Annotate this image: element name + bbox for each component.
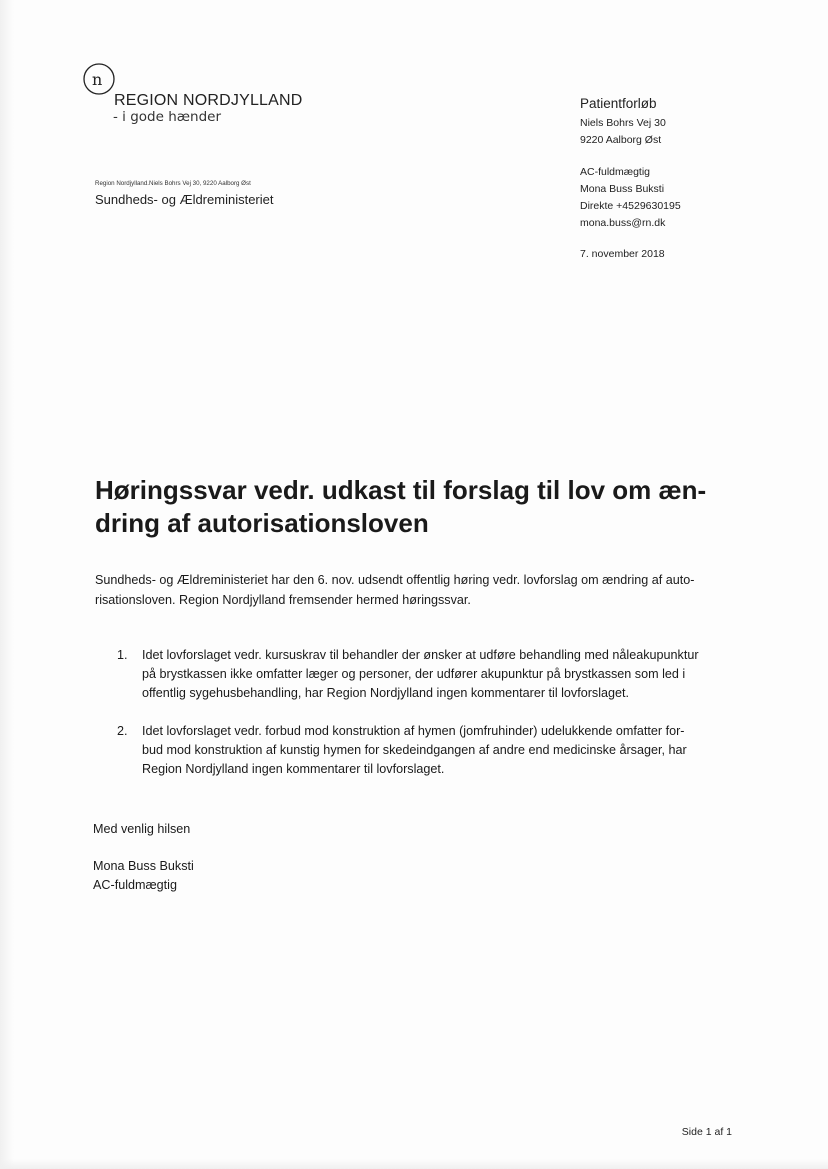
organization-tagline: - i gode hænder: [113, 109, 221, 125]
title-line: Høringssvar vedr. udkast til forslag til lov om æn-: [95, 475, 707, 505]
list-item: [95, 722, 745, 779]
scan-shadow-bottom: [0, 1159, 828, 1169]
list-item-line: på brystkassen ikke omfatter læger og personer, der udfører akupunktur på brystkassen som led i: [142, 667, 686, 681]
response-list: [95, 646, 745, 779]
intro-paragraph: [95, 570, 745, 610]
return-address: Region Nordjylland.Niels Bohrs Vej 30, 9220 Aalborg Øst: [95, 180, 251, 187]
region-logo-icon: [82, 62, 118, 98]
organization-name: REGION NORDJYLLAND: [114, 92, 303, 109]
letter-date: 7. november 2018: [580, 248, 665, 260]
list-item-line: Idet lovforslaget vedr. kursuskrav til behandler der ønsker at udføre behandling med nåleakupunktur: [142, 648, 699, 662]
page-number: Side 1 af 1: [681, 1126, 732, 1138]
list-item: [95, 646, 745, 703]
logo-mark-letter: n: [92, 70, 103, 89]
sender-phone: Direkte +4529630195: [580, 200, 681, 212]
sender-department: Patientforløb: [580, 96, 657, 111]
list-item-line: offentlig sygehusbehandling, har Region Nordjylland ingen kommentarer til lovforslaget.: [142, 686, 630, 700]
title-line: dring af autorisationsloven: [95, 508, 429, 538]
sender-email: mona.buss@rn.dk: [580, 217, 666, 229]
list-item-line: Idet lovforslaget vedr. forbud mod konstruktion af hymen (jomfruhinder) udelukkende omfatter for-: [142, 724, 685, 738]
signature-block: [93, 857, 194, 895]
sender-info-block: [580, 96, 800, 263]
list-item-number: 1.: [117, 648, 128, 662]
letter-title: [95, 474, 745, 540]
signature-name: Mona Buss Buksti: [93, 859, 194, 873]
region-logo: [82, 62, 322, 132]
sender-street: Niels Bohrs Vej 30: [580, 117, 666, 129]
scan-shadow-left: [0, 0, 14, 1169]
sender-name: Mona Buss Buksti: [580, 183, 665, 195]
closing-salutation: Med venlig hilsen: [93, 822, 191, 836]
list-item-number: 2.: [117, 724, 128, 738]
list-item-line: Region Nordjylland ingen kommentarer til lovforslaget.: [142, 762, 445, 776]
list-item-line: bud mod konstruktion af kunstig hymen for skedeindgangen af andre end medicinske årsager, har: [142, 743, 687, 757]
recipient: Sundheds- og Ældreministeriet: [95, 192, 274, 207]
sender-city: 9220 Aalborg Øst: [580, 134, 662, 146]
intro-line: risationsloven. Region Nordjylland fremsender hermed høringssvar.: [95, 593, 471, 607]
intro-line: Sundheds- og Ældreministeriet har den 6. nov. udsendt offentlig høring vedr. lovforslag om ændring af auto-: [95, 573, 695, 587]
signature-role: AC-fuldmægtig: [93, 878, 177, 892]
sender-role: AC-fuldmægtig: [580, 166, 651, 178]
